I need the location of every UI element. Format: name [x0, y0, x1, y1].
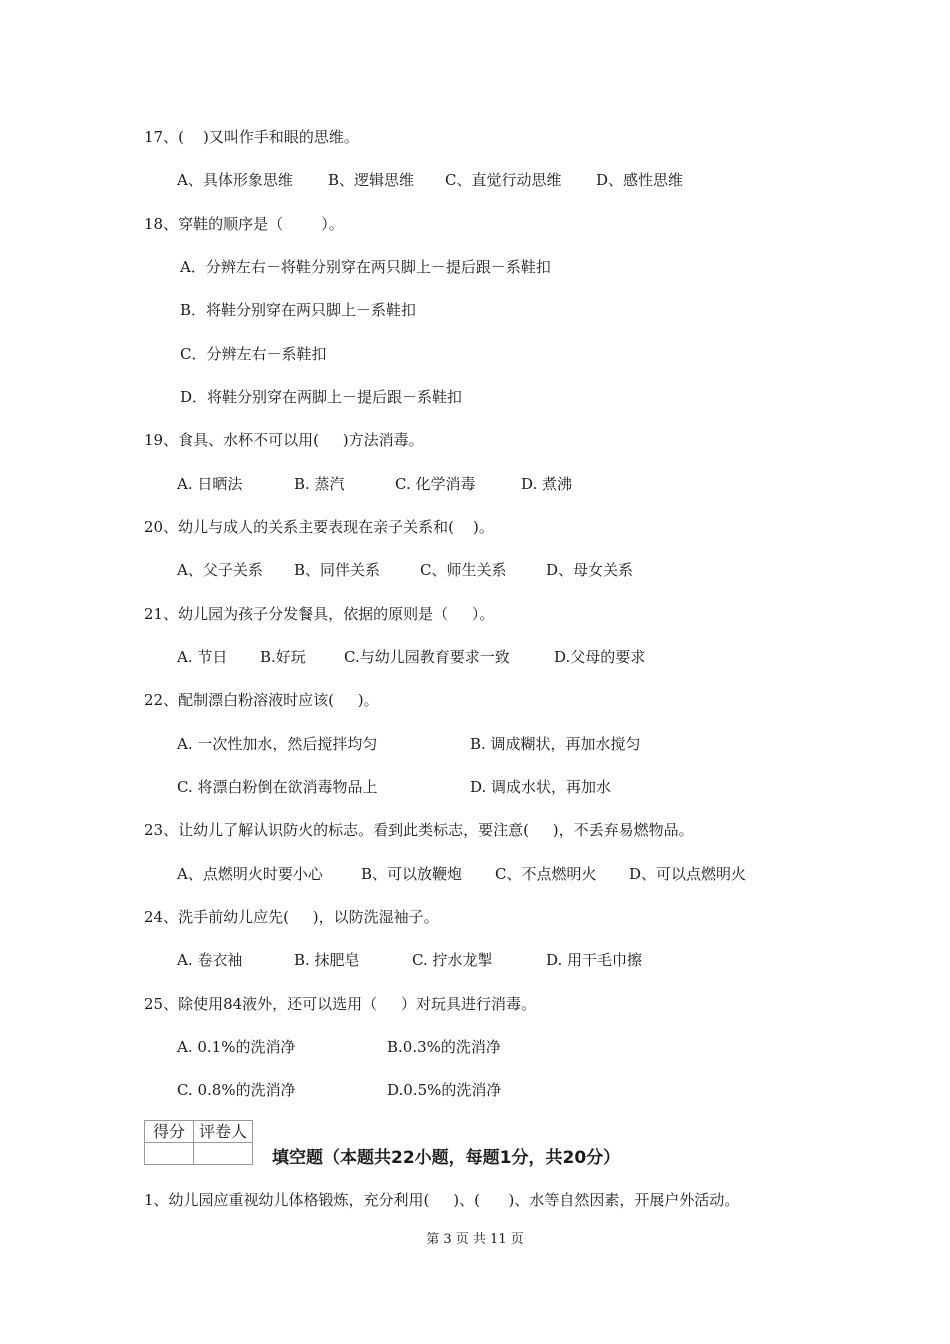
question-stem: 17、( )又叫作手和眼的思维。: [144, 128, 359, 146]
question-stem: 22、配制漂白粉溶液时应该( )。: [144, 691, 379, 709]
option: D、母女关系: [546, 561, 634, 579]
score-label: 得分: [145, 1121, 194, 1143]
option: A. 0.1%的洗消净: [177, 1038, 296, 1056]
fill-in-item: 1、幼儿园应重视幼儿体格锻炼，充分利用( )、( )、水等自然因素，开展户外活动。: [144, 1191, 740, 1209]
option: D、感性思维: [596, 171, 684, 189]
option: C. 拧水龙掣: [412, 951, 493, 969]
option: B. 蒸汽: [294, 475, 345, 493]
option: D、可以点燃明火: [629, 865, 747, 883]
question-stem: 21、幼儿园为孩子分发餐具，依据的原则是（ ）。: [144, 605, 495, 623]
option: B．将鞋分别穿在两只脚上－系鞋扣: [180, 301, 417, 319]
option: A. 一次性加水，然后搅拌均匀: [177, 735, 378, 753]
option: C.与幼儿园教育要求一致: [344, 648, 510, 666]
option: A. 卷衣袖: [177, 951, 243, 969]
option: C、师生关系: [420, 561, 507, 579]
option: A、具体形象思维: [177, 171, 293, 189]
option: D.父母的要求: [554, 648, 646, 666]
section-title: 填空题（本题共22小题，每题1分，共20分）: [272, 1148, 621, 1168]
option: A. 节日: [177, 648, 228, 666]
grader-cell: [194, 1143, 253, 1165]
option: C. 0.8%的洗消净: [177, 1081, 296, 1099]
score-cell: [145, 1143, 194, 1165]
option: A、父子关系: [177, 561, 263, 579]
option: C．分辨左右－系鞋扣: [180, 345, 327, 363]
option: D. 用干毛巾擦: [546, 951, 643, 969]
option: C、不点燃明火: [495, 865, 597, 883]
question-stem: 19、食具、水杯不可以用( )方法消毒。: [144, 431, 424, 449]
option: A. 日晒法: [177, 475, 243, 493]
option: B. 调成糊状，再加水搅匀: [470, 735, 641, 753]
option: A、点燃明火时要小心: [177, 865, 323, 883]
question-stem: 20、幼儿与成人的关系主要表现在亲子关系和( )。: [144, 518, 494, 536]
page-footer: 第 3 页 共 11 页: [426, 1232, 524, 1247]
question-stem: 25、除使用84液外，还可以选用（ ）对玩具进行消毒。: [144, 995, 537, 1013]
option: C、直觉行动思维: [445, 171, 562, 189]
option: C. 化学消毒: [395, 475, 476, 493]
question-stem: 18、穿鞋的顺序是（ ）。: [144, 215, 344, 233]
option: B、同伴关系: [294, 561, 381, 579]
question-stem: 23、让幼儿了解认识防火的标志。看到此类标志，要注意( )，不丢弃易燃物品。: [144, 821, 694, 839]
option: D．将鞋分别穿在两脚上－提后跟－系鞋扣: [180, 388, 463, 406]
option: D.0.5%的洗消净: [387, 1081, 502, 1099]
score-box: [144, 1120, 253, 1165]
option: B.0.3%的洗消净: [387, 1038, 501, 1056]
option: D. 调成水状，再加水: [470, 778, 612, 796]
option: B. 抹肥皂: [294, 951, 360, 969]
option: A．分辨左右－将鞋分别穿在两只脚上－提后跟－系鞋扣: [180, 258, 551, 276]
question-stem: 24、洗手前幼儿应先( )，以防洗湿袖子。: [144, 908, 439, 926]
option: C. 将漂白粉倒在欲消毒物品上: [177, 778, 378, 796]
option: B、逻辑思维: [328, 171, 415, 189]
option: B.好玩: [260, 648, 306, 666]
option: D. 煮沸: [521, 475, 573, 493]
grader-label: 评卷人: [194, 1121, 253, 1143]
option: B、可以放鞭炮: [361, 865, 463, 883]
